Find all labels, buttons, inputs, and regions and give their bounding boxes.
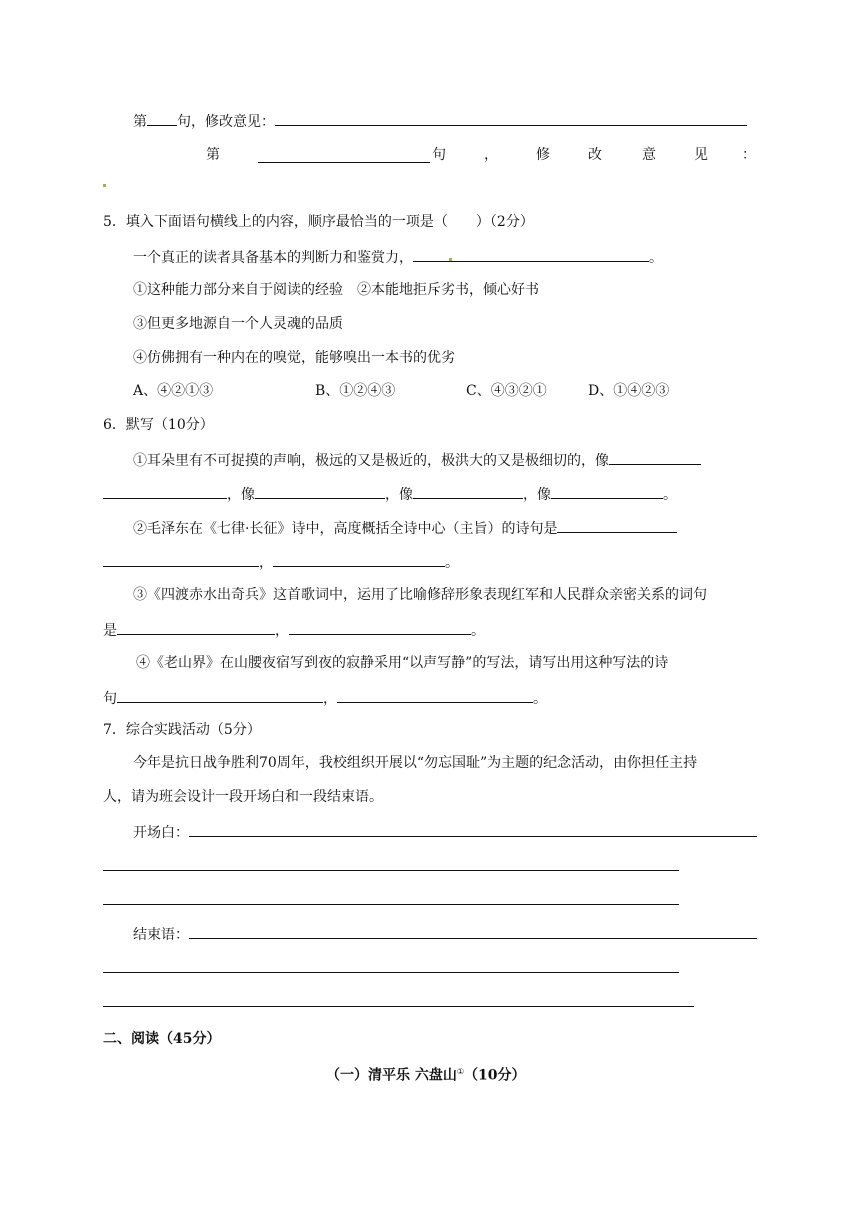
q6-end: 。 — [663, 487, 677, 503]
q5-item: ①这种能力部分来自于阅读的经验 ②本能地拒斥劣书，倾心好书 — [133, 282, 539, 298]
footnote-mark: ① — [456, 1067, 465, 1076]
revision-char: 修 — [536, 147, 550, 163]
q6-blank[interactable] — [103, 551, 259, 567]
q6-p4-line2 — [103, 687, 547, 707]
q7-prompt: 今年是抗日战争胜利70周年，我校组织开展以“勿忘国耻”为主题的纪念活动，由你担任主持 — [133, 755, 698, 771]
opening-line — [133, 821, 757, 841]
q6-end: 。 — [533, 691, 547, 707]
opening-blank-line[interactable] — [103, 889, 679, 905]
q6-comma: ， — [259, 555, 273, 571]
sentence-number-blank[interactable] — [147, 110, 177, 126]
q6-blank[interactable] — [255, 483, 385, 499]
revision-char: 意 — [642, 147, 656, 163]
q5-option-a[interactable]: A、④②①③ — [133, 383, 214, 399]
revision-line-1 — [133, 110, 747, 130]
q6-blank[interactable] — [609, 449, 701, 465]
q6-blank[interactable] — [273, 551, 445, 567]
q6-p4-line1: ④《老山界》在山腰夜宿写到夜的寂静采用“以声写静”的写法，请写出用这种写法的诗 — [136, 655, 669, 671]
closing-blank-line[interactable] — [103, 991, 694, 1007]
q6-p3-line2 — [103, 619, 485, 639]
q5-answer-blank[interactable] — [413, 246, 649, 262]
closing-line — [133, 923, 757, 943]
q5-item: ④仿佛拥有一种内在的嗅觉，能够嗅出一本书的优劣 — [133, 350, 455, 366]
q6-blank[interactable] — [551, 483, 663, 499]
q6-blank[interactable] — [117, 619, 275, 635]
revision-char: 见 — [694, 147, 708, 163]
q6-p2-text: ②毛泽东在《七律·长征》诗中，高度概括全诗中心（主旨）的诗句是 — [133, 521, 558, 537]
revision-line-2 — [206, 145, 756, 165]
q7-prompt: 人，请为班会设计一段开场白和一段结束语。 — [103, 789, 383, 805]
marker-dot — [103, 184, 106, 187]
q6-like: ，像 — [523, 487, 551, 503]
q6-p2-line1 — [133, 517, 677, 537]
revision-char: 改 — [588, 147, 602, 163]
poem-title-text: （一）清平乐 六盘山 — [326, 1067, 457, 1084]
q6-blank[interactable] — [117, 687, 323, 703]
q6-like: ，像 — [227, 487, 255, 503]
q6-p1-line1 — [133, 449, 701, 469]
poem-title — [326, 1062, 526, 1082]
poem-score: （10分） — [464, 1067, 526, 1084]
opening-blank[interactable] — [189, 821, 757, 837]
revision-char: ， — [484, 147, 498, 163]
q5-option-d[interactable]: D、①④②③ — [588, 383, 670, 399]
revision-label: 第 — [133, 114, 147, 130]
opening-blank-line[interactable] — [103, 855, 679, 871]
q6-p3-text: 是 — [103, 623, 117, 639]
q5-stem: 5．填入下面语句横线上的内容，顺序最恰当的一项是（ ）（2分） — [103, 214, 534, 230]
sentence-number-blank[interactable] — [258, 147, 430, 163]
opening-label: 开场白： — [133, 825, 189, 841]
q6-p2-line2 — [103, 551, 459, 571]
q5-sentence-end: 。 — [649, 250, 663, 266]
q7-stem: 7．综合实践活动（5分） — [103, 722, 261, 738]
q6-stem: 6．默写（10分） — [103, 417, 214, 433]
revision-char: 第 — [206, 147, 220, 163]
q6-blank[interactable] — [337, 687, 533, 703]
q5-sentence — [133, 246, 663, 266]
q6-comma: ， — [323, 691, 337, 707]
q6-p1-text: ①耳朵里有不可捉摸的声响，极远的又是极近的，极洪大的又是极细切的，像 — [133, 453, 609, 469]
q6-blank[interactable] — [289, 619, 471, 635]
q6-p4-text: 句 — [103, 691, 117, 707]
q6-blank[interactable] — [103, 483, 227, 499]
revision-char: ： — [742, 147, 756, 163]
q6-p1-line2 — [103, 483, 677, 503]
q5-item: ③但更多地源自一个人灵魂的品质 — [133, 316, 343, 332]
q5-option-c[interactable]: C、④③②① — [466, 383, 547, 399]
closing-label: 结束语： — [133, 927, 189, 943]
closing-blank-line[interactable] — [103, 957, 679, 973]
q6-like: ，像 — [385, 487, 413, 503]
q6-blank[interactable] — [413, 483, 523, 499]
q6-blank[interactable] — [557, 517, 677, 533]
q6-end: 。 — [445, 555, 459, 571]
q5-sentence-text: 一个真正的读者具备基本的判断力和鉴赏力， — [133, 250, 413, 266]
revision-opinion-blank[interactable] — [275, 110, 747, 126]
closing-blank[interactable] — [189, 923, 757, 939]
marker-dot — [449, 258, 452, 261]
q6-end: 。 — [471, 623, 485, 639]
q6-p3-line1: ③《四渡赤水出奇兵》这首歌词中，运用了比喻修辞形象表现红军和人民群众亲密关系的词句 — [133, 587, 707, 603]
section-2-title: 二、阅读（45分） — [103, 1031, 221, 1047]
revision-char: 句 — [432, 147, 446, 163]
q5-option-b[interactable]: B、①②④③ — [315, 383, 396, 399]
q6-comma: ， — [275, 623, 289, 639]
revision-label: 句，修改意见： — [177, 114, 275, 130]
